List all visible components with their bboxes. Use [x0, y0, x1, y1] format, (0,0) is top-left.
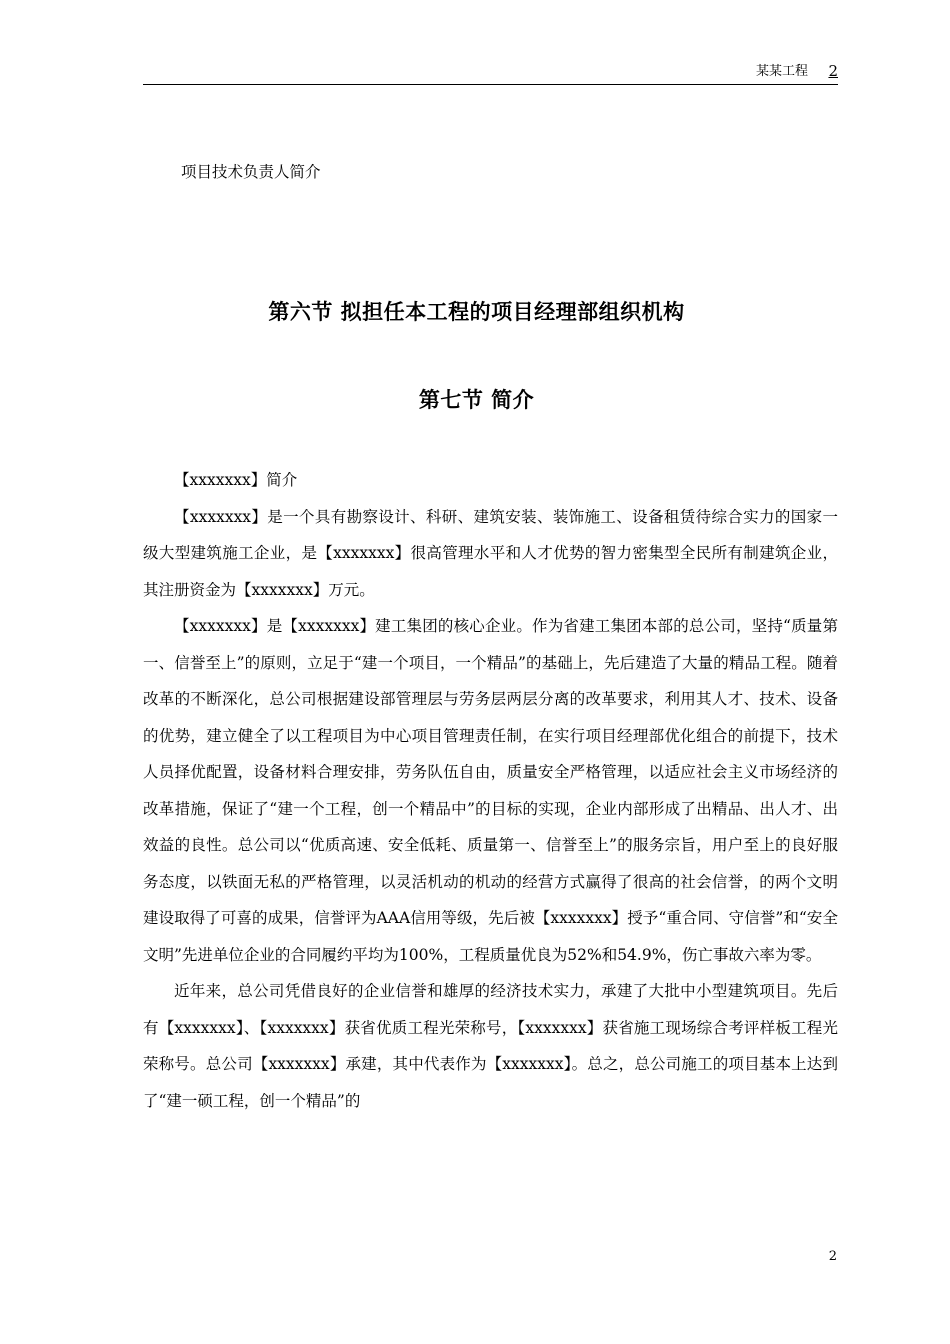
- footer-page-number: 2: [828, 1249, 837, 1264]
- paragraph-recent-projects: 近年来，总公司凭借良好的企业信誉和雄厚的经济技术实力，承建了大批中小型建筑项目。先后有【xxxxxxx】、【xxxxxxx】获省优质工程光荣称号，【xxxxxxx】获省施工现场综合考评样板工程光荣称号。总公司【xxxxxxx】承建，其中代表作为【xxxxxxx】。总之，总公司施工的项目基本上达到了“建一硕工程，创一个精品”的: [143, 982, 838, 1110]
- body-text: [143, 462, 838, 1119]
- section-6-heading: 第六节 拟担任本工程的项目经理部组织机构: [268, 300, 685, 324]
- page-header: [143, 62, 838, 85]
- paragraph-company-overview: 【xxxxxxx】是一个具有勘察设计、科研、建筑安装、装饰施工、设备租赁待综合实力的国家一级大型建筑施工企业，是【xxxxxxx】很高管理水平和人才优势的智力密集型全民所有制建筑企业，其注册资金为【xxxxxxx】万元。: [143, 507, 838, 599]
- section-7-heading: 第七节 简介: [418, 388, 535, 412]
- paragraph-company-intro-title: 【xxxxxxx】简介: [174, 471, 298, 489]
- header-page-number: 2: [828, 62, 838, 80]
- header-title: 某某工程: [755, 64, 808, 79]
- technical-lead-intro-label: 项目技术负责人简介: [181, 163, 321, 181]
- paragraph-company-history: 【xxxxxxx】是【xxxxxxx】建工集团的核心企业。作为省建工集团本部的总公司，坚持“质量第一、信誉至上”的原则，立足于“建一个项目，一个精品”的基础上，先后建造了大量的精品工程。随着改革的不断深化，总公司根据建设部管理层与劳务层两层分离的改革要求，利用其人才、技术、设备的优势，建立健全了以工程项目为中心项目管理责任制，在实行项目经理部优化组合的前提下，技术人员择优配置，设备材料合理安排，劳务队伍自由，质量安全严格管理，以适应社会主义市场经济的改革措施，保证了“建一个工程，创一个精品中”的目标的实现，企业内部形成了出精品、出人才、出效益的良性。总公司以“优质高速、安全低耗、质量第一、信誉至上”的服务宗旨，用户至上的良好服务态度，以铁面无私的严格管理，以灵活机动的机动的经营方式赢得了很高的社会信誉，的两个文明建设取得了可喜的成果，信誉评为AAA信用等级，先后被【xxxxxxx】授予“重合同、守信誉”和“安全文明”先进单位企业的合同履约平均为100%，工程质量优良为52%和54.9%，伤亡事故六率为零。: [143, 617, 838, 964]
